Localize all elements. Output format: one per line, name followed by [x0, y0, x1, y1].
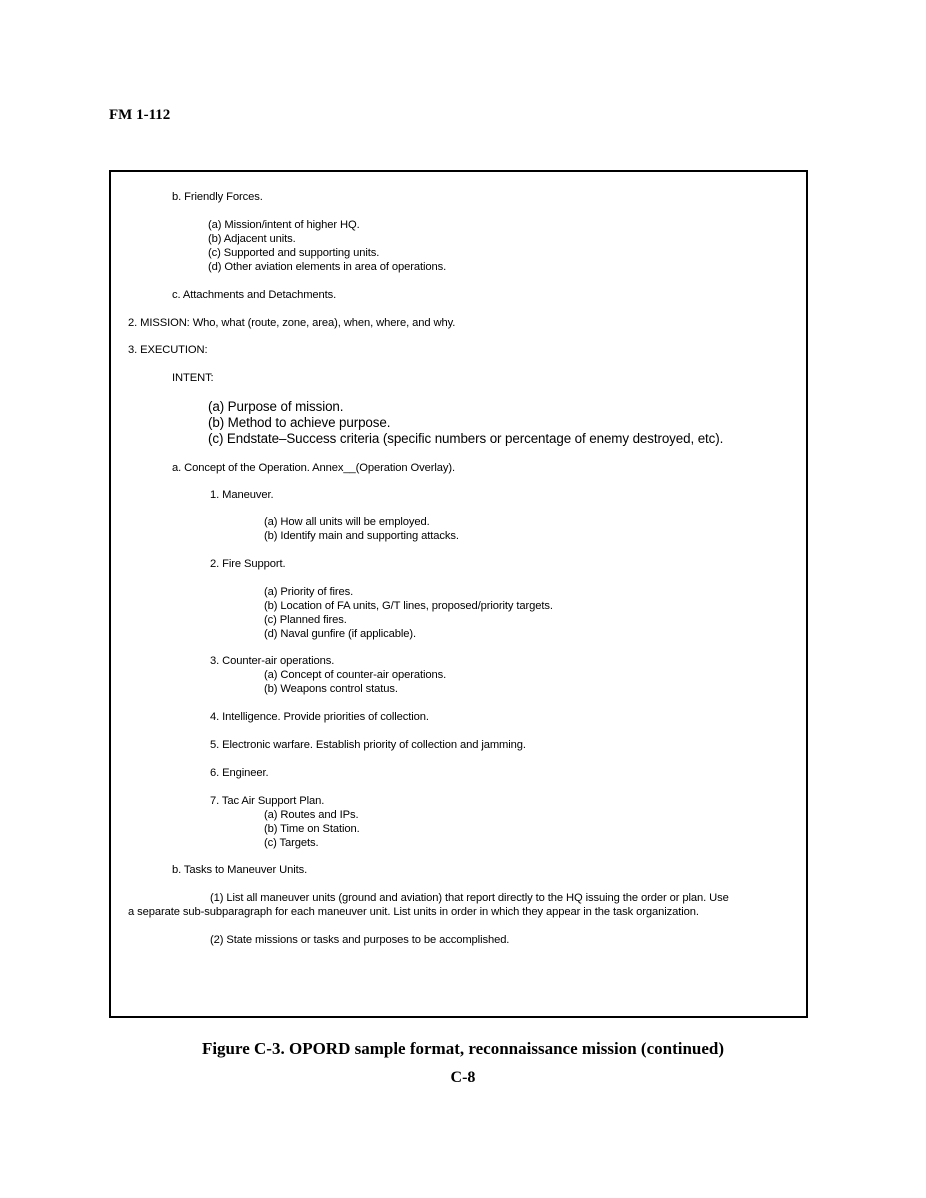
- maneuver-heading: 1. Maneuver.: [210, 489, 274, 501]
- counter-air-heading: 3. Counter-air operations.: [210, 655, 335, 667]
- friendly-forces-item-d: (d) Other aviation elements in area of operations.: [208, 261, 447, 273]
- tac-air-heading: 7. Tac Air Support Plan.: [210, 795, 325, 807]
- friendly-forces-item-a: (a) Mission/intent of higher HQ.: [208, 219, 360, 231]
- tasks-item-1-line-2: a separate sub-subparagraph for each maneuver unit. List units in order in which they appear in the task organization.: [128, 906, 699, 918]
- tac-air-item-c: (c) Targets.: [264, 837, 319, 849]
- intent-item-c: (c) Endstate–Success criteria (specific numbers or percentage of enemy destroyed, etc).: [208, 431, 724, 446]
- friendly-forces-heading: b. Friendly Forces.: [172, 191, 263, 203]
- intent-heading: INTENT:: [172, 372, 214, 384]
- concept-heading: a. Concept of the Operation. Annex__(Operation Overlay).: [172, 462, 455, 474]
- mission-paragraph: 2. MISSION: Who, what (route, zone, area), when, where, and why.: [128, 317, 456, 329]
- fire-support-heading: 2. Fire Support.: [210, 558, 286, 570]
- counter-air-item-b: (b) Weapons control status.: [264, 683, 398, 695]
- tac-air-item-a: (a) Routes and IPs.: [264, 809, 359, 821]
- fire-support-item-b: (b) Location of FA units, G/T lines, proposed/priority targets.: [264, 600, 553, 612]
- counter-air-item-a: (a) Concept of counter-air operations.: [264, 669, 447, 681]
- friendly-forces-item-c: (c) Supported and supporting units.: [208, 247, 380, 259]
- engineer-paragraph: 6. Engineer.: [210, 767, 269, 779]
- maneuver-item-a: (a) How all units will be employed.: [264, 516, 430, 528]
- fire-support-item-d: (d) Naval gunfire (if applicable).: [264, 628, 417, 640]
- page-number: C-8: [450, 1069, 476, 1086]
- maneuver-item-b: (b) Identify main and supporting attacks.: [264, 530, 459, 542]
- intent-item-b: (b) Method to achieve purpose.: [208, 415, 391, 430]
- intent-item-a: (a) Purpose of mission.: [208, 399, 344, 414]
- execution-heading: 3. EXECUTION:: [128, 344, 208, 356]
- friendly-forces-item-b: (b) Adjacent units.: [208, 233, 296, 245]
- fire-support-item-c: (c) Planned fires.: [264, 614, 347, 626]
- tac-air-item-b: (b) Time on Station.: [264, 823, 360, 835]
- opord-figure-box: [109, 170, 808, 1018]
- intelligence-paragraph: 4. Intelligence. Provide priorities of collection.: [210, 711, 429, 723]
- electronic-warfare-paragraph: 5. Electronic warfare. Establish priority of collection and jamming.: [210, 739, 526, 751]
- tasks-item-2: (2) State missions or tasks and purposes to be accomplished.: [210, 934, 510, 946]
- document-id: FM 1-112: [109, 107, 171, 123]
- fire-support-item-a: (a) Priority of fires.: [264, 586, 354, 598]
- tasks-heading: b. Tasks to Maneuver Units.: [172, 864, 308, 876]
- figure-caption: Figure C-3. OPORD sample format, reconnaissance mission (continued): [201, 1039, 725, 1058]
- tasks-item-1-line-1: (1) List all maneuver units (ground and aviation) that report directly to the HQ issuing the order or plan. Use: [210, 892, 729, 904]
- attachments-heading: c. Attachments and Detachments.: [172, 289, 337, 301]
